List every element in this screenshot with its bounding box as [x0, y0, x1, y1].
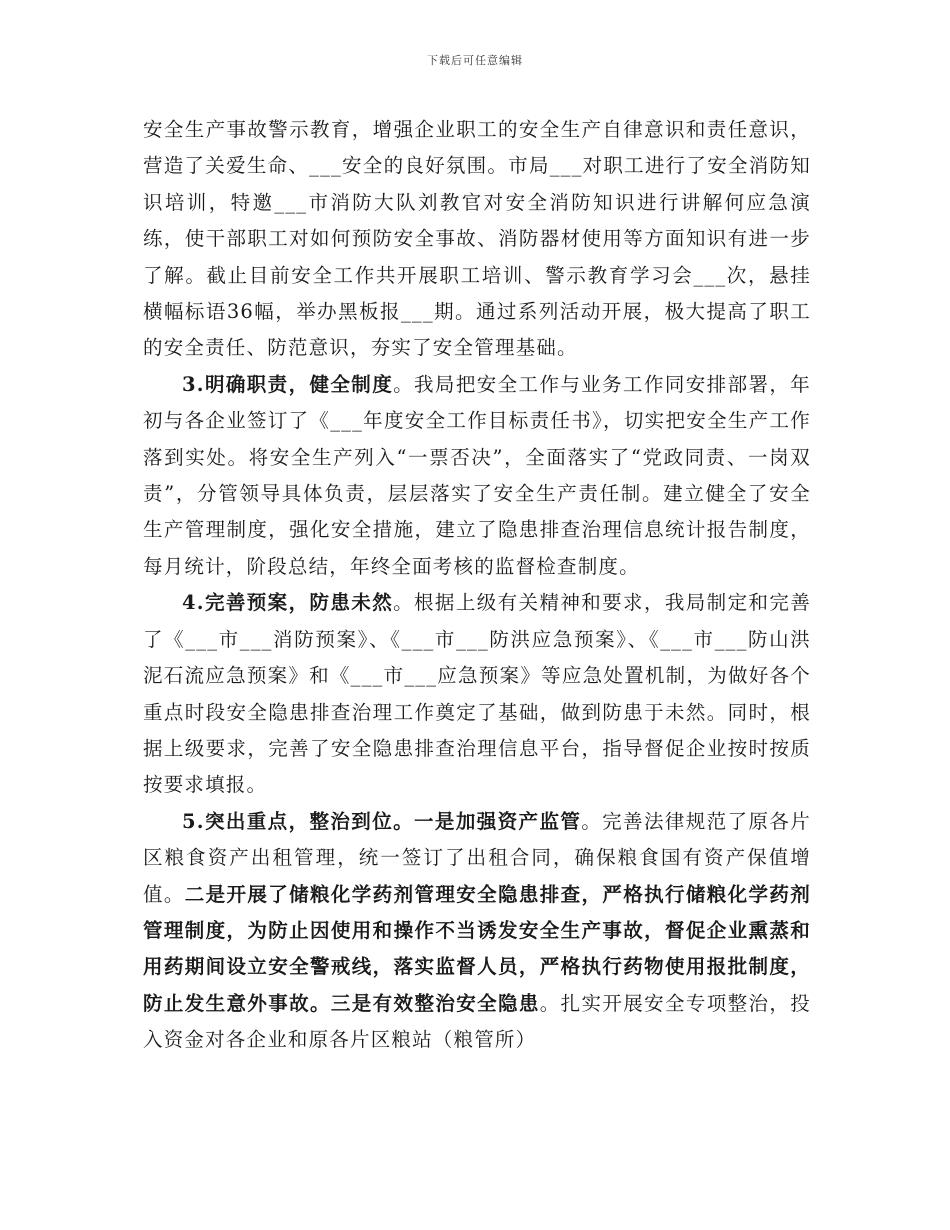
paragraph-text: 。完善法律规范了原各片区粮食资产出租管理，统一签订了出租合同，确保粮食国有资产保值增值。	[143, 809, 811, 906]
paragraph-text: 安全生产事故警示教育，增强企业职工的安全生产自律意识和责任意识，营造了关爱生命、___安全的良好氛围。市局___对职工进行了安全消防知识培训，特邀___市消防大队刘教官对安全消防知识进行讲解何应急演练，使干部职工对如何预防安全事故、消防器材使用等方面知识有进一步了解。截止目前安全工作共开展职工培训、警示教育学习会___次，悬挂横幅标语36幅，举办黑板报___期。通过系列活动开展，极大提高了职工的安全责任、防范意识，夯实了安全管理基础。	[143, 118, 811, 360]
bold-passage: 二是开展了储粮化学药剂管理安全隐患排查，严格执行储粮化学药剂管理制度，为防止因使用和操作不当诱发安全生产事故，督促企业熏蒸和用药期间设立安全警戒线，落实监督人员，严格执行药物使用报批制度，防止发生意外事故。三是有效整治安全隐患	[143, 882, 811, 1015]
paragraph-safety-education	[143, 112, 811, 367]
paragraph-responsibilities	[143, 367, 811, 585]
section-heading: 4.完善预案，防患未然	[182, 591, 394, 615]
paragraph-text: 。扎实开展安全专项整治，投入资金对各企业和原各片区粮站（粮管所）	[143, 991, 811, 1052]
paragraph-text: 。我局把安全工作与业务工作同安排部署，年初与各企业签订了《___年度安全工作目标责任书》，切实把安全生产工作落到实处。将安全生产列入“一票否决”，全面落实了“党政同责、一岗双责”，分管领导具体负责，层层落实了安全生产责任制。建立健全了安全生产管理制度，强化安全措施，建立了隐患排查治理信息统计报告制度，每月统计，阶段总结，年终全面考核的监督检查制度。	[143, 372, 811, 578]
document-body	[143, 112, 811, 1059]
page-header: 下载后可任意编辑	[427, 54, 523, 67]
section-heading: 5.突出重点，整治到位。一是加强资产监管	[182, 809, 582, 833]
paragraph-key-points	[143, 804, 811, 1059]
paragraph-emergency-plans	[143, 585, 811, 803]
paragraph-text: 。根据上级有关精神和要求，我局制定和完善了《___市___消防预案》、《___市___防洪应急预案》、《___市___防山洪泥石流应急预案》和《___市___应急预案》等应急处置机制，为做好各个重点时段安全隐患排查治理工作奠定了基础，做到防患于未然。同时，根据上级要求，完善了安全隐患排查治理信息平台，指导督促企业按时按质按要求填报。	[143, 591, 811, 797]
section-heading: 3.明确职责，健全制度	[182, 372, 394, 396]
